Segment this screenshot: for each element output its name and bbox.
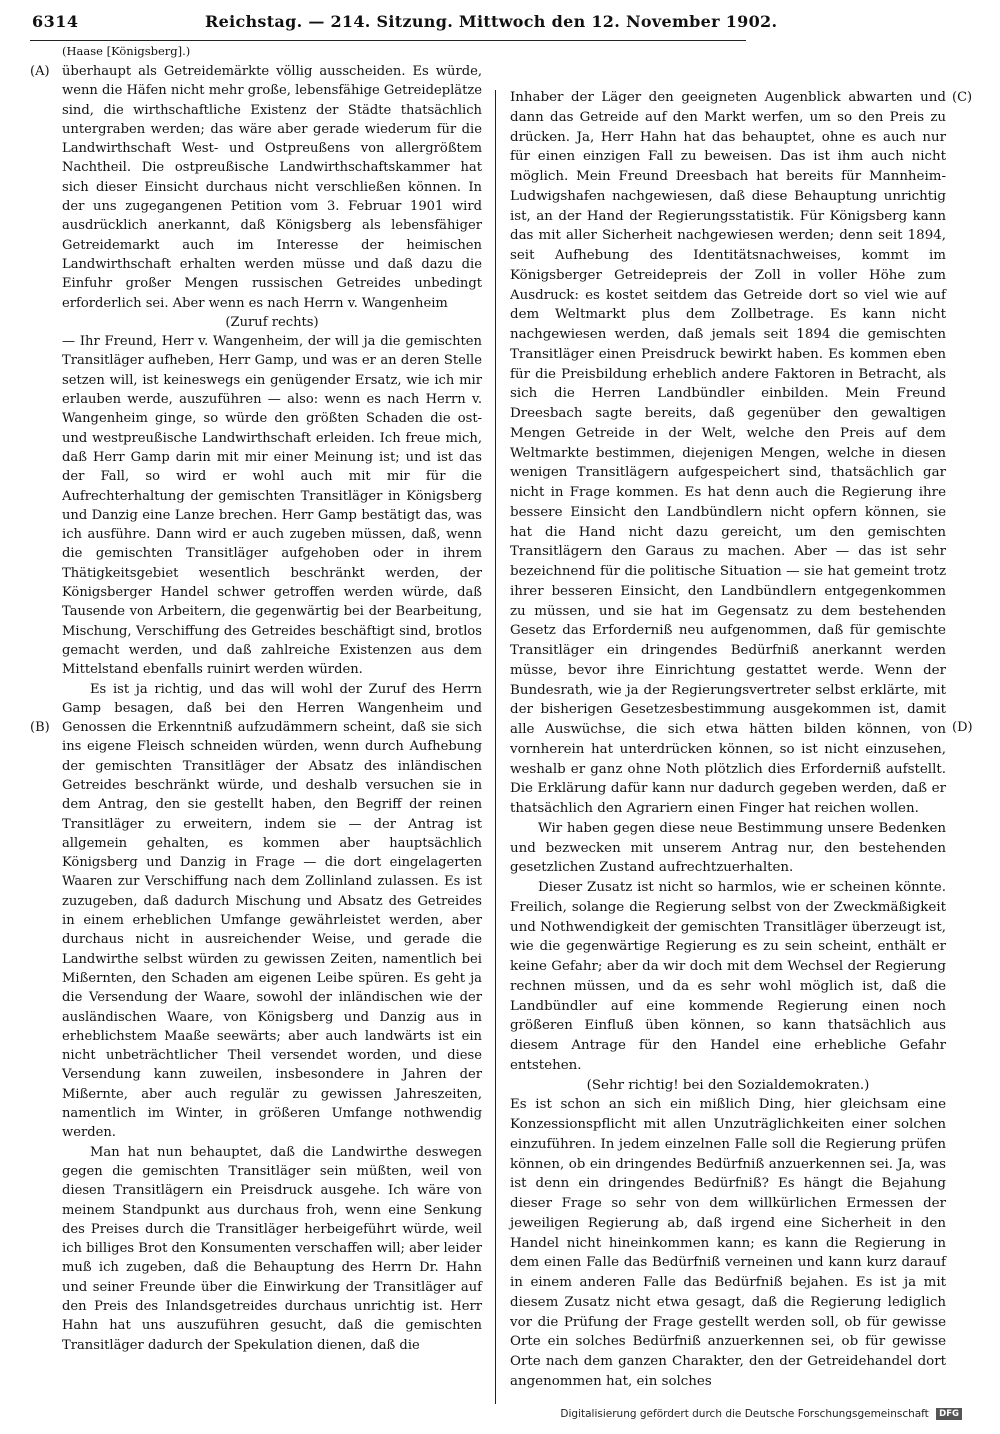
- paragraph: überhaupt als Getreidemärkte völlig ausscheiden. Es würde, wenn die Häfen nicht mehr große, lebensfähige Getreideplätze sind, die wirthschaftliche Existenz der Städte thatsächlich untergraben werden; das wäre aber gerade wiederum für die Landwirthschaft West- und Ostpreußens von allergrößtem Nachtheil. Die ostpreußische Landwirthschaftskammer hat sich dieser Einsicht durchaus nicht verschließen können. In der uns zugegangenen Petition vom 3. Februar 1901 wird ausdrücklich anerkannt, daß Königsberg als lebensfähiger Getreidemarkt auch im Interesse der heimischen Landwirthschaft erhalten werden müsse und daß dazu die Einfuhr großer Mengen russischen Getreides unbedingt erforderlich sei. Aber wenn es nach Herrn v. Wangenheim: [62, 64, 482, 311]
- paragraph: Es ist ja richtig, und das will wohl der Zuruf des Herrn Gamp besagen, daß bei den Herren Wangenheim und Genossen die Erkenntniß aufzudämmern scheint, daß sie sich ins eigene Fleisch schneiden würden, wenn durch Aufhebung der gemischten Transitläger der Absatz des inländischen Getreides beschränkt würde, und deshalb versuchen sie in dem Antrag, den sie gestellt haben, den Begriff der reinen Transitläger zu erweitern, indem sie — der Antrag ist allgemein gehalten, es kommen aber hauptsächlich Königsberg und Danzig in Frage — die dort eingelagerten Waaren zur Verschiffung nach dem Zollinland zulassen. Es ist zuzugeben, daß dadurch Mischung und Absatz des Getreides in einem erheblichen Umfange gewährleistet werden, aber durchaus nicht in ausreichender Weise, und gerade die Landwirthe selbst würden zu gewissen Zeiten, namentlich bei Mißernten, den Schaden am eigenen Leibe spüren. Es geht ja die Versendung der Waare, sowohl der inländischen wie der ausländischen Waare, von Königsberg und Danzig aus in erheblichstem Maaße seewärts; aber auch landwärts ist ein nicht unbeträchtlicher Theil versendet worden, und diese Versendung kann zuweilen, insbesondere in Jahren der Mißernte, aber auch regulär zu gewissen Jahreszeiten, namentlich im Winter, in größeren Umfange nothwendig werden.: [62, 681, 482, 1141]
- margin-marker-d: (D): [952, 720, 973, 735]
- page-title: Reichstag. — 214. Sitzung. Mittwoch den 12. November 1902.: [205, 12, 778, 31]
- dfg-logo-icon: DFG: [936, 1408, 962, 1420]
- footer-credit: [560, 1408, 962, 1420]
- interjection: (Sehr richtig! bei den Sozialdemokraten.): [586, 1077, 870, 1093]
- margin-marker-b: (B): [30, 720, 50, 735]
- left-column: [62, 62, 482, 1355]
- paragraph: — Ihr Freund, Herr v. Wangenheim, der will ja die gemischten Transitläger aufheben, Herr Gamp, und was er an deren Stelle setzen will, ist keineswegs ein genügender Ersatz, wie ich mir erlauben werde, auszuführen — also: wenn es nach Herrn v. Wangenheim ginge, so würde den größten Schaden die ost- und westpreußische Landwirthschaft erleiden. Ich freue mich, daß Herr Gamp darin mit mir einer Meinung ist; und ist das der Fall, so wird er wohl auch mit mir für die Aufrechterhaltung der gemischten Transitläger in Königsberg und Danzig eine Lanze brechen. Herr Gamp bestätigt das, was ich ausführe. Dann wird er auch zugeben müssen, daß, wenn die gemischten Transitläger aufgehoben oder in ihrem Thätigkeitsgebiet wesentlich beschränkt werden, der Königsberger Handel schwer getroffen werden würde, daß Tausende von Arbeitern, die gegenwärtig bei der Bearbeitung, Mischung, Verschiffung des Getreides beschäftigt sind, brotlos gemacht werden, und daß zahlreiche Existenzen aus dem Mittelstand ebenfalls ruinirt werden würden.: [62, 334, 482, 678]
- right-column: [510, 88, 946, 1392]
- margin-marker-a: (A): [30, 64, 50, 79]
- speaker-label: (Haase [Königsberg].): [62, 44, 191, 58]
- interjection: (Zuruf rechts): [225, 314, 319, 330]
- footer-text: Digitalisierung gefördert durch die Deutsche Forschungsgemeinschaft: [560, 1408, 929, 1420]
- paragraph: Dieser Zusatz ist nicht so harmlos, wie er scheinen könnte. Freilich, solange die Regierung selbst von der Zweckmäßigkeit und Nothwendigkeit der gemischten Transitläger überzeugt ist, wie die gegenwärtige Regierung es zu sein scheint, enthält er keine Gefahr; aber da wir doch mit dem Wechsel der Regierung rechnen müssen, und da es sehr wohl möglich ist, daß die Landbündler auf eine kommende Regierung einen noch größeren Einfluß üben können, so kann thatsächlich aus diesem Antrage für den Handel eine erhebliche Gefahr entstehen.: [510, 880, 946, 1073]
- column-divider: [495, 90, 496, 1404]
- margin-marker-c: (C): [952, 90, 973, 105]
- paragraph: Man hat nun behauptet, daß die Landwirthe deswegen gegen die gemischten Transitläger sein müßten, weil von diesen Transitlägern ein Preisdruck ausgehe. Ich wäre von meinem Standpunkt aus durchaus froh, wenn eine Senkung des Preises durch die Transitläger herbeigeführt würde, weil ich billiges Brot den Konsumenten verschaffen will; aber leider muß ich zugeben, daß die Behauptung des Herrn Dr. Hahn und seiner Freunde über die Einwirkung der Transitläger auf den Preis des Inlandsgetreides durchaus unrichtig ist. Herr Hahn hat uns auszuführen gesucht, daß die gemischten Transitläger dadurch der Spekulation dienen, daß die: [62, 1144, 482, 1353]
- page-header: [30, 6, 778, 41]
- page-number: 6314: [32, 12, 79, 31]
- paragraph: Inhaber der Läger den geeigneten Augenblick abwarten und dann das Getreide auf den Markt werfen, um so den Preis zu drücken. Ja, Herr Hahn hat das behauptet, ohne es auch nur für einen einzigen Fall zu beweisen. Das ist ihm auch nicht möglich. Mein Freund Dreesbach hat bereits für Mannheim-Ludwigshafen nachgewiesen, daß diese Behauptung unrichtig ist, an der Hand der Regierungsstatistik. Für Königsberg kann das mit aller Sicherheit nachgewiesen werden; denn seit 1894, seit Aufhebung des Identitätsnachweises, kommt im Königsberger Getreidepreis der Zoll in voller Höhe zum Ausdruck: es kostet seitdem das Getreide dort so viel wie auf dem Weltmarkt plus dem Zollbetrage. Es kann nicht nachgewiesen werden, daß jemals seit 1894 die gemischten Transitläger einen Preisdruck bewirkt haben. Es kommen eben für die Preisbildung erheblich andere Faktoren in Betracht, als sich die Herren Landbündler einbilden. Mein Freund Dreesbach sagte bereits, daß gegenüber den gewaltigen Mengen Getreide in der Welt, welche den Preis auf dem Weltmarkte bestimmen, diejenigen Mengen, welche in diesen wenigen Transitlägern aufgespeichert sind, thatsächlich gar nicht in Frage kommen. Es hat denn auch die Regierung ihre bessere Einsicht den Landbündlern nicht opfern können, sie hat die Hand nicht dazu gereicht, um den gemischten Transitlägern den Garaus zu machen. Aber — das ist sehr bezeichnend für die politische Situation — sie hat gemeint trotz ihrer besseren Einsicht, den Landbündlern entgegenkommen zu müssen, und sie hat im Gegensatz zu dem bestehenden Gesetz das Erforderniß neu aufgenommen, daß für gemischte Transitläger ein dringendes Bedürfniß anerkannt werden müsse, bevor ihre Einrichtung gestattet werde. Wenn der Bundesrath, wie ja der Regierungsvertreter selbst erklärte, mit der bisherigen Gesetzesbestimmung ausgekommen ist, damit alle Auswüchse, die sich etwa hätten bilden können, von vornherein hat unterdrücken können, so ist nicht einzusehen, weshalb er ganz ohne Noth plötzlich dies Erforderniß aufstellt. Die Erklärung dafür kann nur dadurch gegeben werden, daß er thatsächlich den Agrariern einen Finger hat reichen wollen.: [510, 90, 946, 816]
- paragraph: Es ist schon an sich ein mißlich Ding, hier gleichsam eine Konzessionspflicht mit allen Unzuträglichkeiten einer solchen einzuführen. In jedem einzelnen Falle soll die Regierung prüfen können, ob ein dringendes Bedürfniß anzuerkennen sei. Ja, was ist denn ein dringendes Bedürfniß? Es hängt die Bejahung dieser Frage so sehr von dem willkürlichen Ermessen der jeweiligen Regierung ab, daß irgend eine Sicherheit in den Handel nicht hineinkommen kann; es kann die Regierung in dem einen Falle das Bedürfniß verneinen und kann kurz darauf in einem anderen Falle das Bedürfniß bejahen. Es ist ja mit diesem Zusatz nicht etwa gesagt, daß die Regierung lediglich vor die Prüfung der Frage gestellt werden soll, ob für gewisse Orte ein solches Bedürfniß anzuerkennen sei, ob für gewisse Orte nach dem ganzen Charakter, den der Getreidehandel dort angenommen hat, ein solches: [510, 1097, 946, 1389]
- paragraph: Wir haben gegen diese neue Bestimmung unsere Bedenken und bezwecken mit unserem Antrag nur, den bestehenden gesetzlichen Zustand aufrechtzuerhalten.: [510, 820, 946, 876]
